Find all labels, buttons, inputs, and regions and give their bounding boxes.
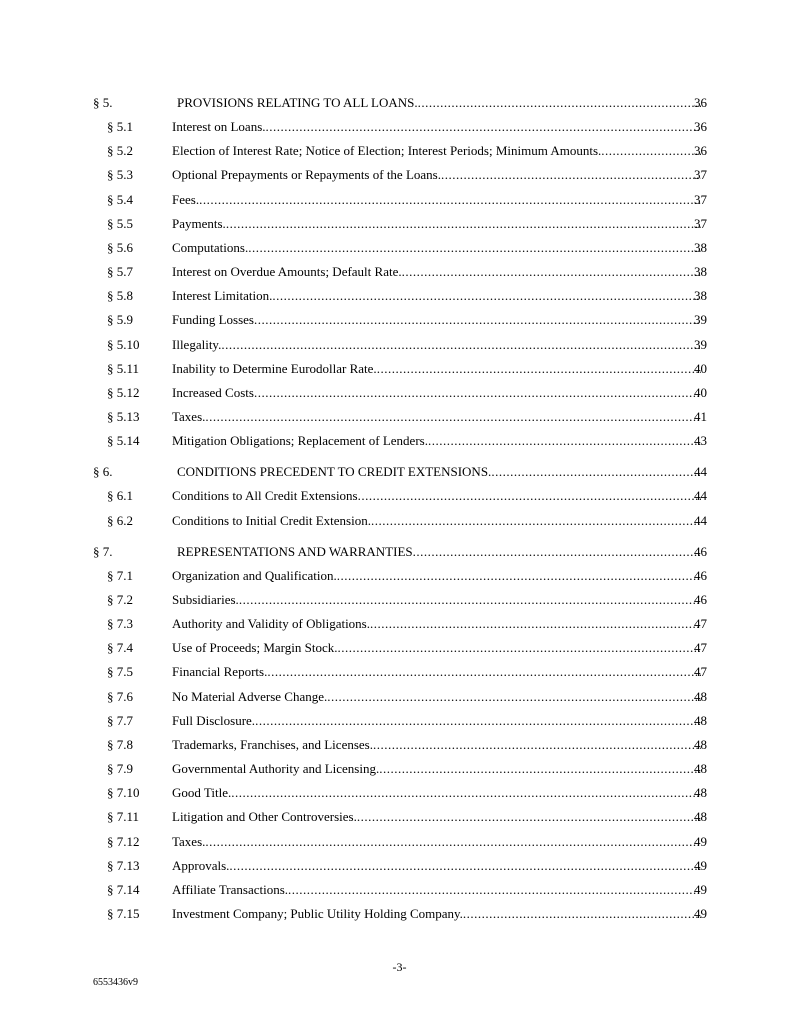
- toc-number: § 5.5: [107, 215, 133, 231]
- toc-title: Use of Proceeds; Margin Stock.: [172, 640, 338, 656]
- toc-title-leader: [172, 409, 701, 425]
- toc-title-leader: [172, 385, 701, 401]
- toc-title: Conditions to Initial Credit Extension.: [172, 512, 371, 528]
- toc-dot-leader: [229, 858, 701, 874]
- toc-page-number: 48: [694, 785, 707, 801]
- toc-subsection-row[interactable]: [0, 592, 799, 608]
- toc-subsection-row[interactable]: [0, 906, 799, 922]
- toc-title: Authority and Validity of Obligations.: [172, 616, 370, 632]
- toc-title: Interest Limitation.: [172, 288, 273, 304]
- toc-number: § 7.3: [107, 616, 133, 632]
- toc-title: Optional Prepayments or Repayments of the Loans.: [172, 167, 441, 183]
- toc-page-number: 38: [694, 239, 707, 255]
- page-number: -3-: [392, 960, 407, 974]
- toc-subsection-row[interactable]: [0, 858, 799, 874]
- toc-dot-leader: [254, 385, 701, 401]
- toc-title: Payments.: [172, 215, 226, 231]
- toc-page-number: 48: [694, 712, 707, 728]
- toc-subsection-row[interactable]: [0, 616, 799, 632]
- toc-number: § 5.11: [107, 360, 140, 376]
- toc-title-leader: [177, 464, 701, 480]
- toc-number: § 5.6: [107, 239, 133, 255]
- toc-page-number: 48: [694, 688, 707, 704]
- toc-title-leader: [172, 312, 701, 328]
- toc-subsection-row[interactable]: [0, 167, 799, 183]
- toc-title-leader: [172, 433, 701, 449]
- toc-number: § 5.7: [107, 264, 133, 280]
- toc-subsection-row[interactable]: [0, 513, 799, 529]
- toc-title: PROVISIONS RELATING TO ALL LOANS.: [177, 95, 418, 110]
- toc-dot-leader: [255, 713, 701, 729]
- toc-title-leader: [172, 761, 701, 777]
- toc-title: Affiliate Transactions.: [172, 881, 289, 897]
- toc-subsection-row[interactable]: [0, 337, 799, 353]
- toc-dot-leader: [337, 640, 701, 656]
- toc-subsection-row[interactable]: [0, 488, 799, 504]
- toc-page-number: 44: [694, 488, 707, 504]
- toc-dot-leader: [377, 361, 701, 377]
- toc-subsection-row[interactable]: [0, 119, 799, 135]
- toc-subsection-row[interactable]: [0, 640, 799, 656]
- toc-dot-leader: [418, 95, 701, 111]
- toc-title: Interest on Loans.: [172, 119, 266, 135]
- toc-number: § 7.5: [107, 664, 133, 680]
- toc-subsection-row[interactable]: [0, 882, 799, 898]
- toc-subsection-row[interactable]: [0, 385, 799, 401]
- toc-dot-leader: [441, 167, 701, 183]
- toc-title-leader: [172, 568, 701, 584]
- toc-title-leader: [172, 240, 701, 256]
- toc-dot-leader: [358, 488, 701, 504]
- toc-page-number: 49: [694, 881, 707, 897]
- toc-subsection-row[interactable]: [0, 713, 799, 729]
- toc-title: Inability to Determine Eurodollar Rate.: [172, 360, 377, 376]
- toc-dot-leader: [239, 592, 701, 608]
- toc-page-number: 43: [694, 433, 707, 449]
- toc-title-leader: [172, 592, 701, 608]
- toc-dot-leader: [491, 464, 701, 480]
- toc-subsection-row[interactable]: [0, 761, 799, 777]
- toc-title: Fees.: [172, 191, 200, 207]
- toc-page-number: 37: [694, 191, 707, 207]
- toc-dot-leader: [370, 616, 701, 632]
- toc-title: REPRESENTATIONS AND WARRANTIES: [177, 543, 413, 559]
- toc-title: Approvals.: [172, 857, 230, 873]
- toc-number: § 5.14: [107, 433, 140, 449]
- toc-subsection-row[interactable]: [0, 664, 799, 680]
- toc-title: Taxes.: [172, 408, 206, 424]
- toc-title-leader: [172, 264, 701, 280]
- toc-page-number: 38: [694, 288, 707, 304]
- toc-page-number: 36: [694, 119, 707, 135]
- toc-dot-leader: [379, 761, 701, 777]
- toc-page-number: 49: [694, 857, 707, 873]
- toc-title: Subsidiaries.: [172, 592, 239, 607]
- toc-number: § 6.: [93, 464, 113, 480]
- toc-title: Full Disclosure.: [172, 712, 256, 728]
- toc-title-leader: [172, 513, 701, 529]
- toc-dot-leader: [413, 544, 701, 560]
- toc-subsection-row[interactable]: [0, 240, 799, 256]
- toc-title-leader: [172, 882, 701, 898]
- toc-page-number: 36: [694, 95, 707, 110]
- toc-page-number: 39: [694, 336, 707, 352]
- toc-section-row[interactable]: [0, 95, 799, 111]
- toc-title-leader: [172, 337, 701, 353]
- toc-title: No Material Adverse Change.: [172, 688, 328, 704]
- toc-title-leader: [172, 288, 701, 304]
- toc-page-number: 40: [694, 360, 707, 376]
- toc-title-leader: [172, 143, 701, 159]
- toc-number: § 5.9: [107, 312, 133, 328]
- toc-subsection-row[interactable]: [0, 568, 799, 584]
- toc-title: Election of Interest Rate; Notice of Election; Interest Periods; Minimum Amounts.: [172, 143, 602, 159]
- toc-title: Organization and Qualification.: [172, 567, 337, 583]
- toc-title: Increased Costs: [172, 384, 254, 400]
- toc-dot-leader: [205, 409, 701, 425]
- toc-title-leader: [172, 737, 701, 753]
- toc-number: § 7.12: [107, 833, 140, 849]
- toc-title-leader: [172, 119, 701, 135]
- toc-title: Interest on Overdue Amounts; Default Rate.: [172, 264, 402, 280]
- toc-page-number: 46: [694, 543, 707, 559]
- toc-title-leader: [172, 858, 701, 874]
- toc-subsection-row[interactable]: [0, 433, 799, 449]
- toc-page-number: 47: [694, 664, 707, 680]
- toc-subsection-row[interactable]: [0, 361, 799, 377]
- toc-dot-leader: [337, 568, 701, 584]
- toc-page-number: 44: [694, 464, 707, 480]
- toc-title-leader: [172, 834, 701, 850]
- toc-number: § 5.12: [107, 384, 140, 400]
- toc-number: § 7.13: [107, 857, 140, 873]
- toc-title-leader: [172, 167, 701, 183]
- document-id: 6553436v9: [93, 977, 138, 988]
- toc-number: § 5.10: [107, 336, 140, 352]
- toc-dot-leader: [288, 882, 701, 898]
- toc-dot-leader: [221, 337, 701, 353]
- toc-title: Good Title.: [172, 785, 232, 801]
- toc-page-number: 39: [694, 312, 707, 328]
- toc-number: § 7.: [93, 543, 113, 559]
- toc-title-leader: [172, 361, 701, 377]
- toc-dot-leader: [357, 809, 701, 825]
- toc-title-leader: [177, 544, 701, 560]
- toc-dot-leader: [226, 216, 701, 232]
- toc-title-leader: [172, 906, 701, 922]
- toc-title-leader: [172, 216, 701, 232]
- toc-dot-leader: [266, 119, 701, 135]
- toc-number: § 7.15: [107, 905, 140, 921]
- toc-dot-leader: [373, 737, 701, 753]
- toc-number: § 6.1: [107, 488, 133, 504]
- toc-number: § 5.13: [107, 408, 140, 424]
- toc-page-number: 41: [694, 408, 707, 424]
- toc-page-number: 46: [694, 567, 707, 583]
- toc-title: Taxes.: [172, 833, 206, 849]
- toc-dot-leader: [272, 288, 701, 304]
- toc-title-leader: [172, 689, 701, 705]
- toc-page-number: 38: [694, 264, 707, 280]
- toc-title: Investment Company; Public Utility Holding Company.: [172, 905, 463, 921]
- toc-number: § 7.2: [107, 592, 133, 607]
- toc-title: Illegality.: [172, 336, 222, 352]
- toc-number: § 7.9: [107, 761, 133, 777]
- toc-page-number: 40: [694, 384, 707, 400]
- toc-dot-leader: [231, 785, 701, 801]
- toc-title: Trademarks, Franchises, and Licenses.: [172, 736, 373, 752]
- toc-title-leader: [172, 640, 701, 656]
- toc-title: Funding Losses: [172, 312, 254, 328]
- toc-page-number: 48: [694, 736, 707, 752]
- toc-title: Mitigation Obligations; Replacement of Lenders.: [172, 433, 428, 449]
- toc-title-leader: [172, 616, 701, 632]
- toc-subsection-row[interactable]: [0, 785, 799, 801]
- toc-dot-leader: [248, 240, 701, 256]
- toc-number: § 5.8: [107, 288, 133, 304]
- toc-dot-leader: [371, 513, 701, 529]
- toc-page-number: 49: [694, 833, 707, 849]
- toc-number: § 5.3: [107, 167, 133, 183]
- toc-subsection-row[interactable]: [0, 834, 799, 850]
- toc-dot-leader: [267, 664, 701, 680]
- toc-dot-leader: [327, 689, 701, 705]
- toc-title: Governmental Authority and Licensing.: [172, 761, 380, 777]
- toc-title: Litigation and Other Controversies.: [172, 809, 357, 825]
- toc-subsection-row[interactable]: [0, 192, 799, 208]
- toc-subsection-row[interactable]: [0, 288, 799, 304]
- toc-subsection-row[interactable]: [0, 264, 799, 280]
- toc-number: § 7.1: [107, 567, 133, 583]
- toc-title: Financial Reports.: [172, 664, 268, 680]
- toc-number: § 5.1: [107, 119, 133, 135]
- toc-subsection-row[interactable]: [0, 409, 799, 425]
- toc-page-number: 48: [694, 761, 707, 777]
- toc-page-number: 46: [694, 592, 707, 607]
- toc-page-number: 48: [694, 809, 707, 825]
- toc-page-number: 37: [694, 215, 707, 231]
- toc-number: § 7.8: [107, 736, 133, 752]
- toc-dot-leader: [402, 264, 701, 280]
- toc-subsection-row[interactable]: [0, 809, 799, 825]
- toc-title-leader: [172, 488, 701, 504]
- toc-subsection-row[interactable]: [0, 143, 799, 159]
- toc-page-number: 37: [694, 167, 707, 183]
- toc-title-leader: [177, 95, 701, 111]
- toc-number: § 7.14: [107, 881, 140, 897]
- toc-dot-leader: [463, 906, 701, 922]
- toc-title: Computations.: [172, 239, 249, 255]
- toc-number: § 7.4: [107, 640, 133, 656]
- toc-page-number: 44: [694, 512, 707, 528]
- toc-number: § 6.2: [107, 512, 133, 528]
- toc-number: § 7.11: [107, 809, 140, 825]
- toc-dot-leader: [199, 192, 701, 208]
- toc-dot-leader: [428, 433, 701, 449]
- toc-page-number: 47: [694, 616, 707, 632]
- toc-title-leader: [172, 192, 701, 208]
- toc-number: § 7.7: [107, 712, 133, 728]
- toc-page-number: 47: [694, 640, 707, 656]
- toc-title: Conditions to All Credit Extensions: [172, 488, 358, 504]
- toc-dot-leader: [254, 312, 701, 328]
- toc-number: § 7.10: [107, 785, 140, 801]
- toc-number: § 5.2: [107, 143, 133, 159]
- toc-title-leader: [172, 713, 701, 729]
- toc-dot-leader: [205, 834, 701, 850]
- toc-subsection-row[interactable]: [0, 689, 799, 705]
- toc-subsection-row[interactable]: [0, 312, 799, 328]
- toc-page-number: 36: [694, 143, 707, 159]
- toc-title-leader: [172, 809, 701, 825]
- toc-dot-leader: [601, 143, 701, 159]
- toc-title-leader: [172, 785, 701, 801]
- toc-title-leader: [172, 664, 701, 680]
- toc-number: § 5.: [93, 95, 113, 110]
- toc-subsection-row[interactable]: [0, 737, 799, 753]
- toc-section-row[interactable]: [0, 544, 799, 560]
- toc-subsection-row[interactable]: [0, 216, 799, 232]
- toc-number: § 5.4: [107, 191, 133, 207]
- toc-section-row[interactable]: [0, 464, 799, 480]
- toc-title: CONDITIONS PRECEDENT TO CREDIT EXTENSIONS.: [177, 464, 492, 480]
- toc-number: § 7.6: [107, 688, 133, 704]
- toc-page-number: 49: [694, 905, 707, 921]
